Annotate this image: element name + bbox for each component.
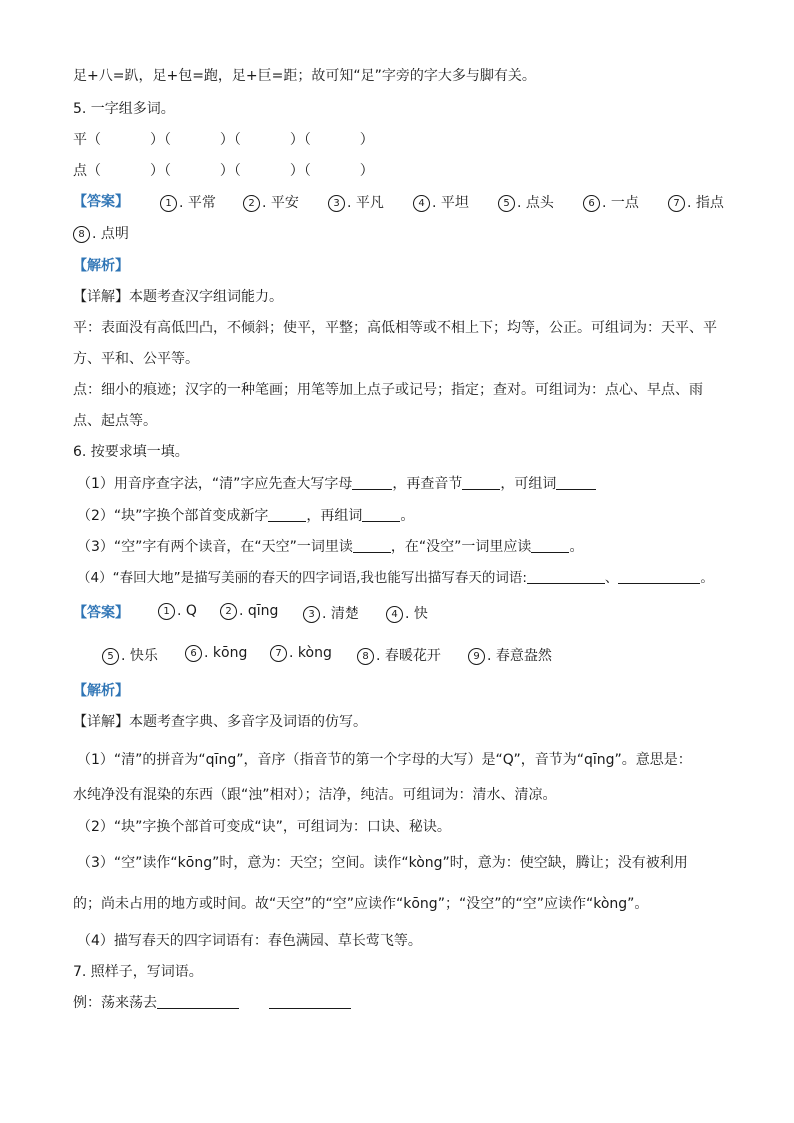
fill-blank[interactable] [556,474,596,490]
answer-item [413,192,469,212]
answer-text: 平凡 [355,195,384,211]
answer-text: qīng [247,603,279,619]
fill-blank[interactable] [618,568,700,584]
q7-example [73,993,351,1013]
answer-item [185,645,247,662]
answer-number-circle: 8 [73,226,90,243]
answer-number-circle: 3 [303,606,320,623]
fill-blank[interactable] [353,537,391,553]
q6-item-3 [77,537,583,557]
text-span: （4）“春回大地”是描写美丽的春天的四字词语,我也能写出描写春天的词语: [77,570,527,586]
answer-item [328,192,384,212]
answer-dot: . [289,645,298,661]
answer-dot: . [405,606,414,622]
answer-text: 点头 [525,195,554,211]
fill-blank[interactable] [269,993,351,1009]
answer-text: 平坦 [440,195,469,211]
text-span: 。 [400,508,415,524]
answer-text: 春暖花开 [384,648,441,664]
text-line: （3）“空”读作“kōng”时，意为：天空；空间。读作“kòng”时，意为：使空缺，腾让；没有被利用 [77,855,688,871]
answer-text: 指点 [695,195,724,211]
answer-number-circle: 4 [413,195,430,212]
answer-number-circle: 7 [668,195,685,212]
answer-item [73,223,129,243]
question-6-title: 6. 按要求填一填。 [73,444,189,460]
question-5-title: 5. 一字组多词。 [73,101,175,117]
answer-text: 一点 [610,195,639,211]
answer-item [303,603,359,623]
fill-blank[interactable] [531,537,569,553]
answer-number-circle: 1 [158,603,175,620]
text-span: （2）“块”字换个部首变成新字 [77,508,269,524]
analysis-tag: 【解析】 [73,258,129,274]
fill-blank[interactable] [352,474,392,490]
question-7-title: 7. 照样子，写词语。 [73,964,203,980]
text-line: 点、起点等。 [73,413,157,429]
answer-dot: . [179,195,188,211]
answer-dot: . [177,603,186,619]
text-line: （2）“块”字换个部首可变成“诀”，可组词为：口诀、秘诀。 [77,819,451,835]
answer-item [668,192,724,212]
text-span: （1）用音序查字法，“清”字应先查大写字母 [77,476,353,492]
answer-text: kòng [297,645,332,661]
fill-blank[interactable] [157,993,239,1009]
fill-blank[interactable] [462,474,500,490]
text-line: 方、平和、公平等。 [73,351,199,367]
answer-item [386,603,428,623]
answer-number-circle: 3 [328,195,345,212]
answer-item [270,645,332,662]
text-line: （1）“清”的拼音为“qīng”，音序（指音节的第一个字母的大写）是“Q”，音节为“qīng”。意思是： [77,752,692,768]
fill-blank[interactable] [362,506,400,522]
fill-blank[interactable] [527,568,605,584]
answer-item [583,192,639,212]
answer-dot: . [92,226,101,242]
answer-dot: . [204,645,213,661]
text-span: ，再组词 [306,508,363,524]
text-line: 点：细小的痕迹；汉字的一种笔画；用笔等加上点子或记号；指定；查对。可组词为：点心、早点、雨 [73,382,703,398]
answer-item [243,192,299,212]
answer-number-circle: 2 [243,195,260,212]
answer-item [220,603,278,620]
answer-text: 平安 [270,195,299,211]
answer-number-circle: 8 [357,648,374,665]
answer-number-circle: 5 [498,195,515,212]
answer-dot: . [602,195,611,211]
answer-number-circle: 6 [583,195,600,212]
text-line: 的；尚未占用的地方或时间。故“天空”的“空”应读作“kōng”；“没空”的“空”应读作“kòng”。 [73,896,649,912]
answer-number-circle: 9 [468,648,485,665]
answer-item [158,603,197,620]
answer-number-circle: 7 [270,645,287,662]
q5-row-dian [73,161,374,181]
q6-item-1 [77,474,596,494]
answer-dot: . [487,648,496,664]
answer-number-circle: 4 [386,606,403,623]
answer-text: 春意盎然 [495,648,552,664]
answer-dot: . [347,195,356,211]
text-span: ，再查音节 [392,476,463,492]
detail-line: 【详解】本题考查字典、多音字及词语的仿写。 [73,714,367,730]
text-span: 、 [604,570,619,586]
fill-blank[interactable] [268,506,306,522]
text-span: 。 [569,539,584,555]
detail-line: 【详解】本题考查汉字组词能力。 [73,289,283,305]
text-line: （4）描写春天的四字词语有：春色满园、草长莺飞等。 [77,933,422,949]
answer-dot: . [517,195,526,211]
text-line: 水纯净没有混染的东西（跟“浊”相对）；洁净，纯洁。可组词为：清水、清凉。 [73,787,557,803]
q5-row-ping [73,130,374,150]
answer-text: Q [185,603,197,619]
text-line: 足+八=趴，足+包=跑，足+巨=距；故可知“足”字旁的字大多与脚有关。 [73,68,536,84]
answer-number-circle: 2 [220,603,237,620]
answer-item [160,192,216,212]
answer-text: 清楚 [330,606,359,622]
answer-text: 平常 [187,195,216,211]
text-span: ，可组词 [500,476,557,492]
answer-text: 快 [413,606,428,622]
text-span: 例：荡来荡去 [73,995,157,1011]
answer-dot: . [322,606,331,622]
answer-number-circle: 5 [102,648,119,665]
empty-parens: （ ）（ ）（ ）（ ） [87,132,374,148]
answer-tag: 【答案】 [73,194,129,210]
answer-number-circle: 1 [160,195,177,212]
answer-item [498,192,554,212]
answer-dot: . [121,648,130,664]
answer-item [468,645,552,665]
text-span: 。 [700,570,714,586]
q6-item-4 [77,568,714,588]
text-span: ，在“没空”一词里应读 [390,539,532,555]
answer-dot: . [262,195,271,211]
text-span: （3）“空”字有两个读音，在“天空”一词里读 [77,539,353,555]
answer-item [102,645,158,665]
q5-row-char: 点 [73,163,87,179]
q6-item-2 [77,506,414,526]
q5-row-char: 平 [73,132,87,148]
text-line: 平：表面没有高低凹凸，不倾斜；使平，平整；高低相等或不相上下；均等，公正。可组词为：天平、平 [73,320,717,336]
empty-parens: （ ）（ ）（ ）（ ） [87,163,374,179]
answer-text: 快乐 [129,648,158,664]
answer-text: kōng [212,645,248,661]
answer-dot: . [376,648,385,664]
answer-tag: 【答案】 [73,605,129,621]
analysis-tag: 【解析】 [73,683,129,699]
answer-dot: . [432,195,441,211]
answer-item [357,645,441,665]
answer-dot: . [239,603,248,619]
answer-text: 点明 [100,226,129,242]
answer-dot: . [687,195,696,211]
answer-number-circle: 6 [185,645,202,662]
